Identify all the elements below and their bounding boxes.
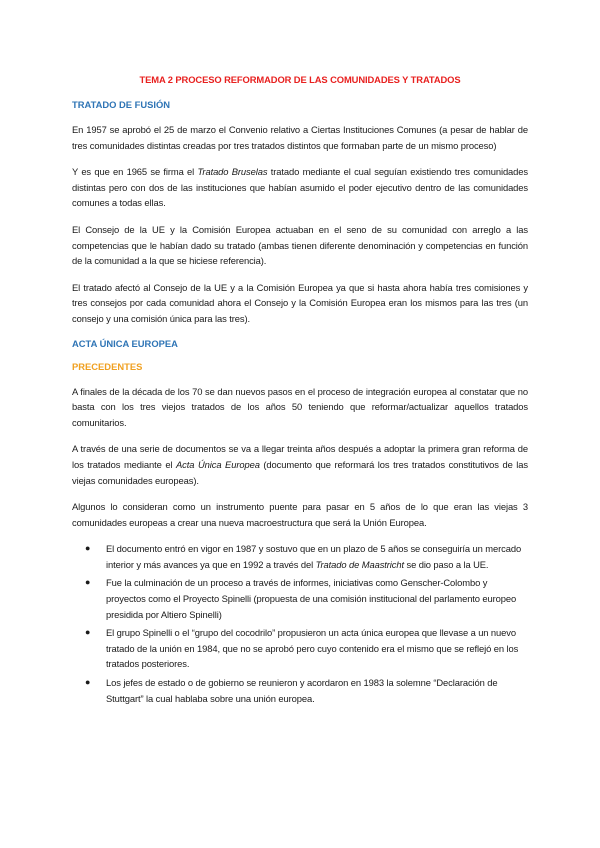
bullet-3-text: El grupo Spinelli o el “grupo del cocodrilo” propusieron un acta única europea que llevase a un nuevo tratado de la unión en 1984, que no se aprobó pero cuyo contenido era el mismo que se reflejó en los tratados posteriores. — [106, 627, 519, 670]
paragraph-acta-1: A finales de la década de los 70 se dan nuevos pasos en el proceso de integración europea al constatar que no basta con los tres viejos tratados de los años 50 teniendo que reformar/actualizar aquellos tratados comunitarios. — [72, 385, 528, 428]
bullet-dot-icon: ● — [85, 677, 91, 688]
bullet-dot-icon: ● — [85, 627, 91, 638]
list-item — [85, 625, 528, 672]
paragraph-fusion-2-text-b: tratado mediante el cual seguían existiendo tres comunidades distintas pero con dos de las instituciones que habían asumido el poder ejecutivo dentro de las comunidades comunes a todas ellas. — [72, 166, 528, 209]
bullet-4-text: Los jefes de estado o de gobierno se reunieron y acordaron en 1983 la solemne “Declaración de Stuttgart” la cual hablaba sobre una unión europea. — [106, 677, 498, 704]
bullet-dot-icon: ● — [85, 543, 91, 554]
bullet-dot-icon: ● — [85, 577, 91, 588]
paragraph-acta-2-text-b: (documento que reformará los tres tratados constitutivos de las viejas comunidades europeas). — [72, 458, 528, 486]
paragraph-fusion-3: El Consejo de la UE y la Comisión Europea actuaban en el seno de su comunidad con arreglo a las competencias que le habían dado su tratado (ambas tienen diferente denominación y competencias en función de la comunidad a la que se hiciese referencia). — [72, 223, 528, 267]
bullet-2-text: Fue la culminación de un proceso a través de informes, iniciativas como Genscher-Colombo y proyectos como el Proyecto Spinelli (propuesta de una comisión institucional del parlamento europeo presidida por Altiero Spinelli) — [106, 577, 517, 620]
subheading-precedentes: PRECEDENTES — [72, 360, 143, 372]
paragraph-acta-2-text-a: A través de una serie de documentos se va a llegar treinta años después a adoptar la primera gran reforma de los tratados mediante el — [72, 443, 528, 470]
tratado-maastricht-emphasis: Tratado de Maastricht — [315, 558, 404, 570]
list-item — [85, 575, 528, 622]
section-heading-tratado-fusion: TRATADO DE FUSIÓN — [72, 99, 171, 110]
paragraph-fusion-2 — [72, 164, 528, 211]
document-title: TEMA 2 PROCESO REFORMADOR DE LAS COMUNIDADES Y TRATADOS — [139, 74, 461, 85]
acta-unica-emphasis: Acta Única Europea — [176, 458, 260, 470]
list-item — [85, 675, 528, 706]
paragraph-fusion-2-text-a: Y es que en 1965 se firma el — [72, 166, 198, 178]
bullet-list — [72, 541, 528, 706]
paragraph-acta-3: Algunos lo consideran como un instrumento puente para pasar en 5 años de lo que eran las viejas 3 comunidades europeas a crear una nueva macroestructura que será la Unión Europea. — [72, 501, 528, 528]
bullet-1-text-b: se dio paso a la UE. — [404, 558, 489, 570]
paragraph-fusion-4: El tratado afectó al Consejo de la UE y a la Comisión Europea ya que si hasta ahora había tres comisiones y tres consejos por cada comunidad ahora el Consejo y la Comisión Europea eran los mismos para las tres (un consejo y una comisión única para las tres). — [72, 281, 528, 324]
bullet-1-text-a: El documento entró en vigor en 1987 y sostuvo que en un plazo de 5 años se conseguiría un mercado interior y más avances ya que en 1992 a través del — [106, 543, 522, 570]
paragraph-fusion-1: En 1957 se aprobó el 25 de marzo el Convenio relativo a Ciertas Instituciones Comunes (a pesar de hablar de tres comunidades distintas creadas por tres tratados distintos que formaban parte de un mismo proceso) — [72, 124, 528, 151]
list-item — [85, 541, 528, 572]
tratado-bruselas-emphasis: Tratado Bruselas — [197, 166, 268, 178]
section-heading-acta-unica: ACTA ÚNICA EUROPEA — [72, 337, 178, 349]
paragraph-acta-2 — [72, 441, 528, 488]
